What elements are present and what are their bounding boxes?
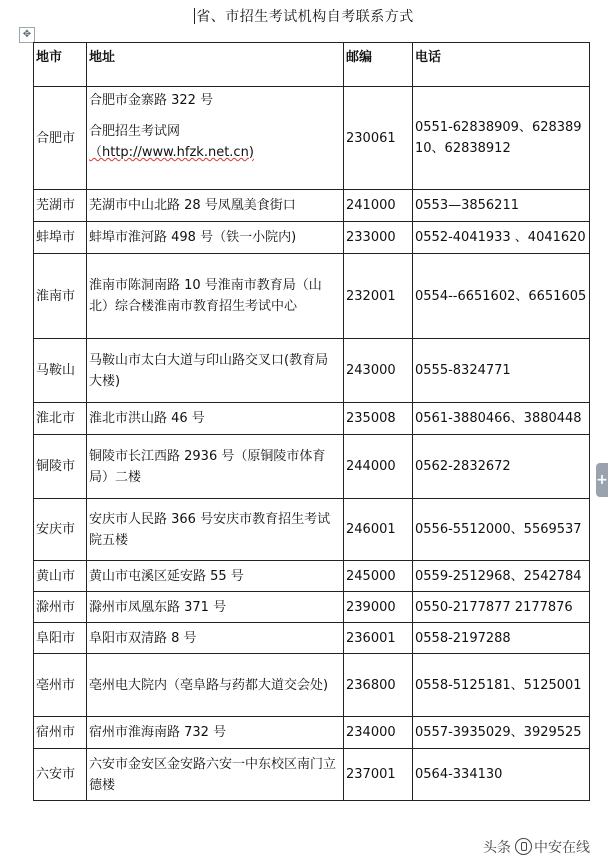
cell-zip: 239000 [344,592,413,623]
website-link[interactable]: （http://www.hfzk.net.cn) [89,145,254,160]
cell-phone: 0552-4041933 、4041620 [413,222,590,254]
cell-address [87,87,344,190]
cell-zip: 243000 [344,339,413,403]
cell-address: 蚌埠市淮河路 498 号（铁一小院内) [87,222,344,254]
cell-city: 六安市 [34,749,87,801]
cell-zip: 236001 [344,623,413,654]
cell-phone: 0562-2832672 [413,435,590,499]
table-row [34,592,590,623]
address-line: 合肥招生考试网 [89,124,181,139]
cell-zip: 244000 [344,435,413,499]
cell-phone: 0558-5125181、5125001 [413,654,590,717]
cell-city: 宿州市 [34,717,87,749]
watermark [479,836,594,858]
cell-address: 安庆市人民路 366 号安庆市教育招生考试院五楼 [87,499,344,561]
contacts-table [33,42,590,801]
cell-phone: 0564-334130 [413,749,590,801]
cell-city: 淮北市 [34,403,87,435]
cell-zip: 246001 [344,499,413,561]
table-row [34,87,590,190]
cell-phone: 0554--6651602、6651605 [413,254,590,339]
cell-zip: 234000 [344,717,413,749]
header-city: 地市 [34,43,87,87]
table-row [34,190,590,222]
cell-address: 阜阳市双清路 8 号 [87,623,344,654]
cell-city: 芜湖市 [34,190,87,222]
cell-address: 黄山市屯溪区延安路 55 号 [87,561,344,592]
table-row [34,403,590,435]
brand-logo-icon [515,838,532,855]
table-row [34,623,590,654]
cell-address: 滁州市凤凰东路 371 号 [87,592,344,623]
cell-address: 六安市金安区金安路六安一中东校区南门立德楼 [87,749,344,801]
cell-phone: 0555-8324771 [413,339,590,403]
cell-phone: 0550-2177877 2177876 [413,592,590,623]
cell-city: 滁州市 [34,592,87,623]
table-row [34,435,590,499]
cell-address: 铜陵市长江西路 2936 号（原铜陵市体育局）二楼 [87,435,344,499]
cell-phone: 0561-3880466、3880448 [413,403,590,435]
cell-address: 淮南市陈洞南路 10 号淮南市教育局（山北）综合楼淮南市教育招生考试中心 [87,254,344,339]
table-header-row [34,43,590,87]
table-row [34,717,590,749]
table-row [34,561,590,592]
cell-zip: 236800 [344,654,413,717]
cell-address: 马鞍山市太白大道与印山路交叉口(教育局大楼) [87,339,344,403]
table-row [34,654,590,717]
cell-zip: 233000 [344,222,413,254]
cell-city: 阜阳市 [34,623,87,654]
cell-phone: 0558-2197288 [413,623,590,654]
cell-zip: 241000 [344,190,413,222]
table-row [34,339,590,403]
cell-zip: 245000 [344,561,413,592]
cell-city: 安庆市 [34,499,87,561]
cell-address: 亳州电大院内（亳阜路与药都大道交会处) [87,654,344,717]
cell-phone: 0551-62838909、62838910、62838912 [413,87,590,190]
cell-zip: 232001 [344,254,413,339]
cell-address: 淮北市洪山路 46 号 [87,403,344,435]
cell-phone: 0557-3935029、3929525 [413,717,590,749]
table-row [34,749,590,801]
cell-city: 淮南市 [34,254,87,339]
cell-city: 亳州市 [34,654,87,717]
document-title [0,6,608,26]
cell-address: 宿州市淮海南路 732 号 [87,717,344,749]
header-phone: 电话 [413,43,590,87]
table-row [34,499,590,561]
cell-city: 马鞍山 [34,339,87,403]
cell-phone: 0559-2512968、2542784 [413,561,590,592]
cell-city: 铜陵市 [34,435,87,499]
cell-city: 合肥市 [34,87,87,190]
watermark-prefix: 头条 [483,840,511,856]
table-row [34,222,590,254]
header-address: 地址 [87,43,344,87]
address-line: 合肥市金寨路 322 号 [89,93,214,108]
cell-zip: 237001 [344,749,413,801]
cell-city: 蚌埠市 [34,222,87,254]
cell-address: 芜湖市中山北路 28 号凤凰美食街口 [87,190,344,222]
watermark-brand: 中安在线 [534,840,590,856]
cell-city: 黄山市 [34,561,87,592]
cell-phone: 0556-5512000、5569537 [413,499,590,561]
table-move-handle-icon[interactable]: ✥ [19,27,35,43]
side-expand-tab[interactable]: + [596,463,608,497]
cell-zip: 235008 [344,403,413,435]
header-zip: 邮编 [344,43,413,87]
table-row [34,254,590,339]
cell-zip: 230061 [344,87,413,190]
document-title-text: 省、市招生考试机构自考联系方式 [196,9,414,25]
cell-phone: 0553—3856211 [413,190,590,222]
